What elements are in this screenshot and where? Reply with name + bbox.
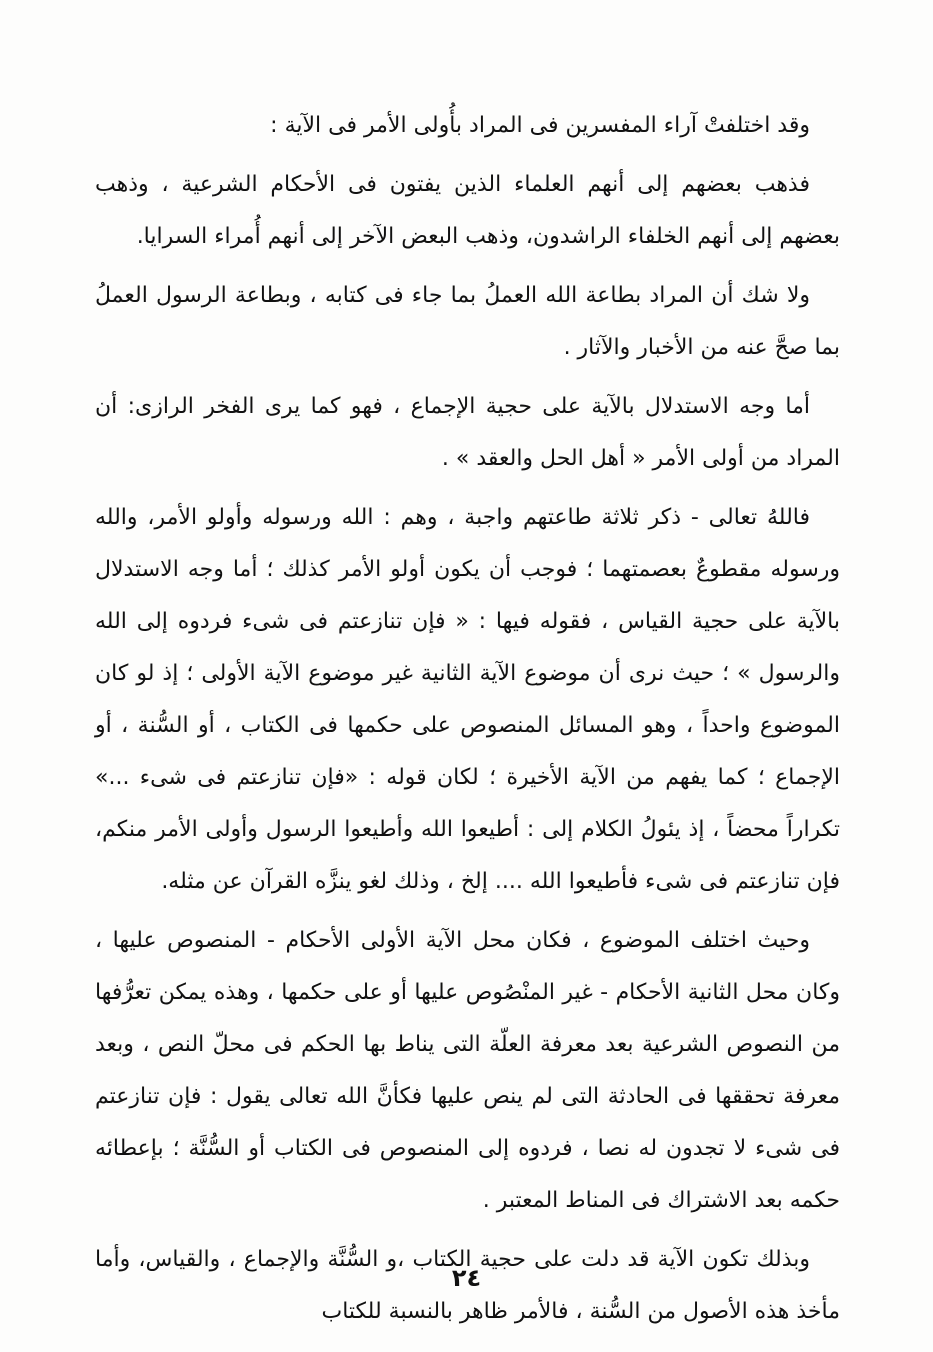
paragraph-conclusion: وبذلك تكون الآية قد دلت على حجية الكتاب ،و السُّنَّة والإجماع ، والقياس، وأما مأخذ هذه الأصول من السُّنة ، فالأمر ظاهر بالنسبة للكتاب (95, 1247, 840, 1324)
paragraph-obedience: ولا شك أن المراد بطاعة الله العملُ بما جاء فى كتابه ، وبطاعة الرسول العملُ بما صحَّ عنه من الأخبار والآثار . (95, 283, 840, 360)
paragraph-subject-difference: وحيث اختلف الموضوع ، فكان محل الآية الأولى الأحكام - المنصوص عليها ، وكان محل الثانية الأحكام - غير المنْصُوص عليها أو على حكمها ، وهذه يمكن تعرُّفها من النصوص الشرعية بعد معرفة العلّة التى يناط بها الحكم فى محلّ النص ، وبعد معرفة تحققها فى الحادثة التى لم ينص عليها فكأنَّ الله تعالى يقول : فإن تنازعتم فى شىء لا تجدون له نصا ، فردوه إلى المنصوص فى الكتاب أو السُّنَّة ؛ بإعطائه حكمه بعد الاشتراك فى المناط المعتبر . (95, 928, 840, 1213)
body-text (95, 100, 840, 1345)
paragraph-consensus-argument: أما وجه الاستدلال بالآية على حجية الإجماع ، فهو كما يرى الفخر الرازى: أن المراد من أولى الأمر « أهل الحل والعقد » . (95, 394, 840, 471)
paragraph-intro: وقد اختلفتْ آراء المفسرين فى المراد بأُولى الأمر فى الآية : (270, 113, 810, 138)
page-number: ٢٤ (451, 1264, 482, 1292)
paragraph-analogy-argument: فاللهُ تعالى - ذكر ثلاثة طاعتهم واجبة ، وهم : الله ورسوله وأولو الأمر، والله ورسوله مقطوعٌ بعصمتهما ؛ فوجب أن يكون أولو الأمر كذلك ؛ أما وجه الاستدلال بالآية على حجية القياس ، فقوله فيها : « فإن تنازعتم فى شىء فردوه إلى الله والرسول » ؛ حيث نرى أن موضوع الآية الثانية غير موضوع الآية الأولى ؛ إذ لو كان الموضوع واحداً ، وهو المسائل المنصوص على حكمها فى الكتاب ، أو السُّنة ، أو الإجماع ؛ كما يفهم من الآية الأخيرة ؛ لكان قوله : «فإن تنازعتم فى شىء ...» تكراراً محضاً ، إذ يئولُ الكلام إلى : أطيعوا الله وأطيعوا الرسول وأولى الأمر منكم، فإن تنازعتم فى شىء فأطيعوا الله .... إلخ ، وذلك لغو ينزَّه القرآن عن مثله. (95, 505, 840, 894)
paragraph-scholars-opinions: فذهب بعضهم إلى أنهم العلماء الذين يفتون فى الأحكام الشرعية ، وذهب بعضهم إلى أنهم الخلفاء الراشدون، وذهب البعض الآخر إلى أنهم أُمراء السرايا. (95, 172, 840, 249)
